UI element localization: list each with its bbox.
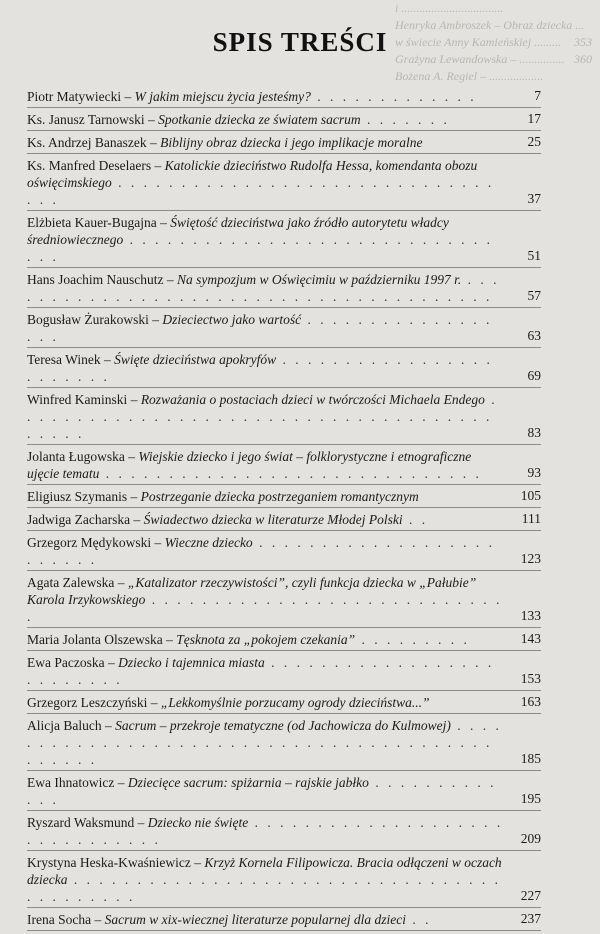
entry-divider	[27, 210, 541, 211]
entry-leader-dots: . . . . . . . . . . . . . . . . . . . . . . . .	[27, 352, 493, 384]
entry-divider	[27, 570, 541, 571]
toc-entry	[27, 814, 541, 848]
entry-title: Wiejskie dziecko i jego świat – folklorystyczne i etnograficzne ujęcie tematu	[27, 449, 472, 481]
toc-entry	[27, 631, 541, 648]
entry-title: Święte dzieciństwa apokryfów	[114, 352, 277, 367]
entry-title: Na sympozjum w Oświęcimiu w październiku 1997 r.	[176, 272, 462, 287]
entry-separator: –	[127, 392, 141, 407]
toc-entry	[27, 511, 541, 528]
entry-separator: –	[190, 855, 205, 870]
entry-leader-dots: . . . . . . . . . . . . . . . . . . . . . . . . . . . . . . . . . . . . . . . . . . . . . . .	[27, 718, 502, 767]
entry-page-number: 163	[520, 694, 541, 709]
toc-entry	[27, 574, 541, 625]
entry-author: Ks. Janusz Tarnowski	[27, 112, 145, 127]
entry-title: Świadectwo dziecka w literaturze Młodej Polski	[143, 512, 403, 527]
entry-separator: –	[114, 575, 128, 590]
entry-title: „Katalizator rzeczywistości”, czyli funkcja dziecka w „Pałubie” Karola Irzykowskiego	[27, 575, 477, 607]
entry-title: Spotkanie dziecka ze światem sacrum	[158, 112, 361, 127]
entry-divider	[27, 930, 541, 931]
entry-title: Dziecięce sacrum: spiżarnia – rajskie jabłko	[127, 775, 369, 790]
entry-divider	[27, 130, 541, 131]
entry-author: Ks. Andrzej Banaszek	[27, 135, 147, 150]
toc-entry	[27, 214, 541, 265]
entry-author: Ryszard Waksmund	[27, 815, 135, 830]
entry-separator: –	[124, 449, 139, 464]
toc-entry	[27, 534, 541, 568]
entry-divider	[27, 267, 541, 268]
toc-entry	[27, 391, 541, 442]
entry-divider	[27, 107, 541, 108]
entry-separator: –	[147, 695, 161, 710]
entry-title: Wieczne dziecko	[164, 535, 253, 550]
entry-divider	[27, 347, 541, 348]
entry-separator: –	[148, 312, 163, 327]
entry-author: Grzegorz Leszczyński	[27, 695, 148, 710]
entry-page-number: 153	[520, 671, 541, 686]
toc-entry	[27, 111, 541, 128]
bleed-line	[395, 0, 600, 17]
entry-divider	[27, 907, 541, 908]
entry-separator: –	[130, 512, 144, 527]
entry-page-number: 111	[521, 511, 541, 526]
entry-author: Piotr Matywiecki	[27, 89, 122, 104]
entry-separator: –	[114, 775, 128, 790]
entry-title: Dziecko nie święte	[147, 815, 249, 830]
bleed-line-text: Grażyna Lewandowska – ...............	[395, 52, 565, 66]
entry-page-number: 83	[527, 425, 541, 440]
entry-leader-dots: . . . . . . . . .	[355, 632, 470, 647]
table-of-contents	[27, 88, 541, 934]
entry-leader-dots: . . . . . . . . . . . . . . . . . . . . . . . . . . . . . . . . .	[27, 175, 495, 207]
entry-page-number: 37	[527, 191, 541, 206]
entry-separator: –	[104, 655, 119, 670]
entry-author: Grzegorz Mędykowski	[27, 535, 152, 550]
entry-separator: –	[127, 489, 141, 504]
entry-divider	[27, 484, 541, 485]
entry-separator: –	[134, 815, 148, 830]
toc-entry	[27, 311, 541, 345]
bleed-line-text: Henryka Ambroszek – Obraz dziecka ...	[395, 18, 585, 32]
toc-entry	[27, 717, 541, 768]
toc-entry	[27, 271, 541, 305]
entry-separator: –	[151, 535, 165, 550]
entry-author: Jadwiga Zacharska	[27, 512, 131, 527]
entry-title: Katolickie dzieciństwo Rudolfa Hessa, komendanta obozu oświęcimskiego	[27, 158, 478, 190]
entry-page-number: 63	[527, 328, 541, 343]
toc-entry	[27, 88, 541, 105]
toc-entry	[27, 654, 541, 688]
entry-separator: –	[91, 912, 105, 927]
entry-separator: –	[163, 272, 177, 287]
entry-author: Alicja Baluch	[27, 718, 102, 733]
bleed-line-text: Bożena A. Regiel – ..................	[395, 69, 544, 83]
entry-divider	[27, 530, 541, 531]
entry-separator: –	[101, 718, 116, 733]
entry-title: Krzyż Kornela Filipowicza. Bracia odłączeni w oczach dziecka	[27, 855, 502, 887]
entry-divider	[27, 444, 541, 445]
entry-divider	[27, 153, 541, 154]
entry-page-number: 185	[520, 751, 541, 766]
entry-page-number: 209	[520, 831, 541, 846]
entry-leader-dots: . . . . . . . . . . . . . . . . . . . . . . . . . . . . . . . .	[27, 232, 493, 264]
entry-divider	[27, 810, 541, 811]
entry-page-number: 105	[520, 488, 541, 503]
entry-separator: –	[162, 632, 177, 647]
entry-page-number: 7	[534, 88, 541, 103]
entry-divider	[27, 307, 541, 308]
entry-leader-dots: . .	[402, 512, 429, 527]
bleed-line-number: 360	[574, 52, 592, 66]
entry-page-number: 25	[527, 134, 541, 149]
entry-page-number: 69	[527, 368, 541, 383]
entry-leader-dots: . . . . . . . . . . . . . . . . . . . . . . . . . . . . . . .	[27, 815, 504, 847]
entry-leader-dots: . . . . . . . . . . . . . . . . . . . . . . . . . . . . . . . . . . . . . . . . . . .	[27, 392, 498, 441]
entry-page-number: 51	[527, 248, 541, 263]
entry-author: Teresa Winek	[27, 352, 101, 367]
entry-author: Ewa Ihnatowicz	[27, 775, 115, 790]
entry-leader-dots: . . . . . . . . . . . . . . . . . .	[27, 312, 493, 344]
entry-leader-dots: . . . . . . . . . . . . . . . . . . . . . . . . . . . . . . . . . . . . . . . . . . .	[27, 872, 501, 904]
entry-divider	[27, 650, 541, 651]
entry-title: W jakim miejscu życia jesteśmy?	[134, 89, 311, 104]
entry-author: Elżbieta Kauer-Bugajna	[27, 215, 157, 230]
entry-page-number: 17	[527, 111, 541, 126]
bleed-line-text: i ..................................	[395, 1, 504, 15]
entry-title: Dzieciectwo jako wartość	[162, 312, 302, 327]
entry-leader-dots: . . . . . . . . . . . . . . . . . . . . . . . . . . . . . .	[99, 466, 482, 481]
entry-page-number: 133	[520, 608, 541, 623]
entry-title: Rozważania o postaciach dzieci w twórczości Michaela Endego	[140, 392, 485, 407]
entry-title: Tęsknota za „pokojem czekania”	[176, 632, 356, 647]
entry-title: Dziecko i tajemnica miasta	[118, 655, 265, 670]
entry-page-number: 227	[520, 888, 541, 903]
toc-entry	[27, 448, 541, 482]
entry-leader-dots: . . . . . . . . . . . . . . . . . . . . . . . . . . . . .	[27, 592, 503, 624]
toc-entry	[27, 157, 541, 208]
entry-divider	[27, 850, 541, 851]
page-title: SPIS TREŚCI	[212, 27, 388, 57]
entry-page-number: 93	[527, 465, 541, 480]
toc-entry	[27, 694, 541, 711]
entry-author: Winfred Kaminski	[27, 392, 128, 407]
entry-author: Agata Zalewska	[27, 575, 115, 590]
entry-leader-dots: . . . . . . . . . . . . . . . . . . . . . . . . . .	[27, 655, 495, 687]
toc-entry	[27, 351, 541, 385]
entry-author: Bogusław Żurakowski	[27, 312, 149, 327]
entry-separator: –	[100, 352, 115, 367]
entry-leader-dots: . . . . . . . . . . . . . . . . . . . . . . . . .	[27, 535, 495, 567]
entry-separator: –	[156, 215, 171, 230]
entry-page-number: 57	[527, 288, 541, 303]
entry-title: Sacrum – przekroje tematyczne (od Jachowicza do Kulmowej)	[115, 718, 451, 733]
entry-title: Sacrum w xix-wiecznej literaturze popularnej dla dzieci	[104, 912, 407, 927]
entry-separator: –	[144, 112, 159, 127]
entry-page-number: 195	[520, 791, 541, 806]
entry-leader-dots: . . . . . . . . . . . . .	[310, 89, 477, 104]
toc-entry	[27, 488, 541, 505]
entry-title: „Lekkomyślnie porzucamy ogrody dzieciństwa...”	[160, 695, 430, 710]
entry-author: Ks. Manfred Deselaers	[27, 158, 152, 173]
entry-author: Maria Jolanta Olszewska	[27, 632, 163, 647]
entry-divider	[27, 387, 541, 388]
entry-page-number: 237	[520, 911, 541, 926]
entry-separator: –	[121, 89, 135, 104]
toc-entry	[27, 911, 541, 928]
entry-divider	[27, 627, 541, 628]
entry-divider	[27, 713, 541, 714]
entry-author: Hans Joachim Nauschutz	[27, 272, 164, 287]
entry-leader-dots: . . . . . . . . . . . . . . . . . . . . . . . . . . . . . . . . . . . . . . . .	[27, 272, 500, 304]
entry-title: Biblijny obraz dziecka i jego implikacje moralne	[160, 135, 423, 150]
entry-leader-dots: . .	[406, 912, 432, 927]
entry-page-number: 123	[520, 551, 541, 566]
entry-title: Świętość dzieciństwa jako źródło autorytetu władcy średniowiecznego	[27, 215, 449, 247]
entry-title: Postrzeganie dziecka postrzeganiem romantycznym	[140, 489, 419, 504]
entry-divider	[27, 770, 541, 771]
toc-entry	[27, 774, 541, 808]
entry-author: Ewa Paczoska	[27, 655, 105, 670]
entry-divider	[27, 690, 541, 691]
entry-page-number: 143	[520, 631, 541, 646]
entry-leader-dots: . . . . . . . . . . . . .	[27, 775, 497, 807]
entry-separator: –	[146, 135, 161, 150]
entry-separator: –	[151, 158, 165, 173]
entry-author: Eligiusz Szymanis	[27, 489, 128, 504]
bleed-line-text: w świecie Anny Kamieńskiej .........	[395, 35, 562, 49]
toc-entry	[27, 134, 541, 151]
entry-author: Krystyna Heska-Kwaśniewicz	[27, 855, 191, 870]
bleed-line-number: 353	[574, 35, 592, 49]
toc-entry	[27, 854, 541, 905]
entry-author: Jolanta Ługowska	[27, 449, 125, 464]
bleed-line	[395, 68, 600, 85]
entry-leader-dots: . . . . . . .	[360, 112, 450, 127]
entry-divider	[27, 507, 541, 508]
entry-author: Irena Socha	[27, 912, 92, 927]
